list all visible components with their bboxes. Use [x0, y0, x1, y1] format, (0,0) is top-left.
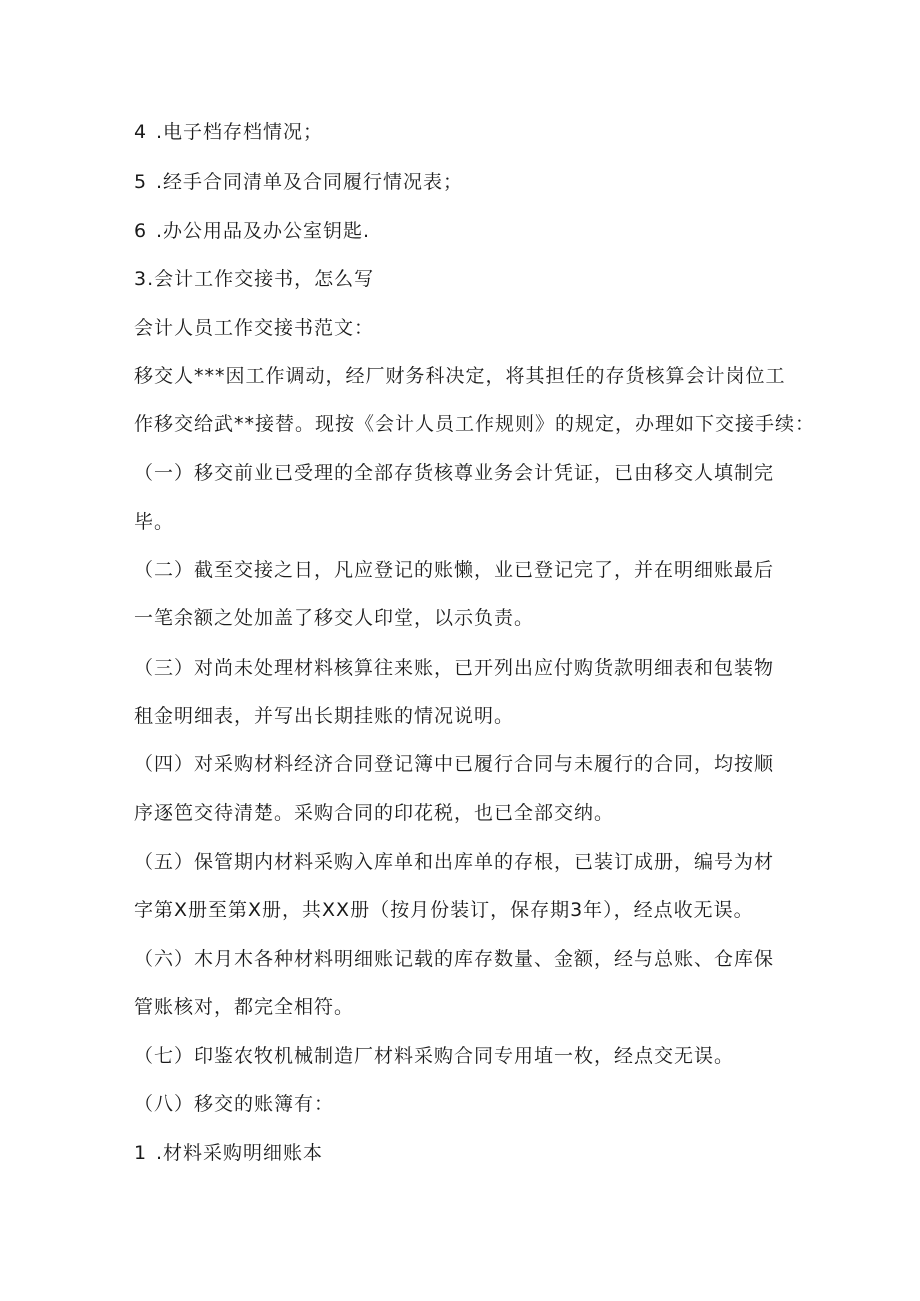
paragraph-line: 移交人***因工作调动，经厂财务科决定，将其担任的存货核算会计岗位工 [134, 365, 786, 387]
list-item [134, 120, 794, 144]
paragraph-line: （五）保管期内材料采购入库单和出库单的存根，已装订成册，编号为材 [134, 851, 775, 873]
paragraph-line: （四）对采购材料经济合同登记簿中已履行合同与未履行的合同，均按顺 [134, 753, 775, 775]
section-heading: 3.会计工作交接书，怎么写 [134, 268, 375, 290]
paragraph-line: 一笔余额之处加盖了移交人印堂，以示负责。 [134, 607, 535, 629]
paragraph-line: 毕。 [134, 511, 175, 533]
paragraph-line: （三）对尚未处理材料核算往来账，已开列出应付购货款明细表和包装物 [134, 657, 775, 679]
paragraph-line: 管账核对，都完全相符。 [134, 996, 355, 1018]
item-text: .材料采购明细账本 [156, 1142, 324, 1164]
paragraph-line: 租金明细表，并写出长期挂账的情况说明。 [134, 705, 515, 727]
list-item [134, 219, 794, 243]
item-text: .经手合同清单及合同履行情况表； [156, 171, 464, 193]
paragraph-line: 字第X册至第X册，共XX册（按月份装订，保存期3年），经点收无误。 [134, 899, 754, 921]
list-item [134, 1141, 794, 1165]
item-number: 1 [134, 1142, 148, 1164]
paragraph-line: （六）木月木各种材料明细账记载的库存数量、金额，经与总账、仓库保 [134, 948, 775, 970]
item-text: .电子档存档情况； [156, 121, 324, 143]
paragraph-line: （七）印鉴农牧机械制造厂材料采购合同专用埴一枚，经点交无误。 [134, 1045, 735, 1067]
item-number: 5 [134, 171, 148, 193]
item-number: 6 [134, 220, 148, 242]
paragraph-line: 作移交给武**接替。现按《会计人员工作规则》的规定，办理如下交接手续： [134, 413, 816, 435]
item-text: .办公用品及办公室钥匙. [156, 220, 371, 242]
subheading: 会计人员工作交接书范文： [134, 317, 375, 339]
paragraph-line: （二）截至交接之日，凡应登记的账懒，业已登记完了，并在明细账最后 [134, 559, 775, 581]
item-number: 4 [134, 121, 148, 143]
paragraph-line: （八）移交的账簿有： [134, 1093, 335, 1115]
paragraph-line: 序逐笆交待清楚。采购合同的印花税，也已全部交纳。 [134, 802, 615, 824]
paragraph-line: （一）移交前业已受理的全部存货核尊业务会计凭证，已由移交人填制完 [134, 462, 775, 484]
list-item [134, 170, 794, 194]
